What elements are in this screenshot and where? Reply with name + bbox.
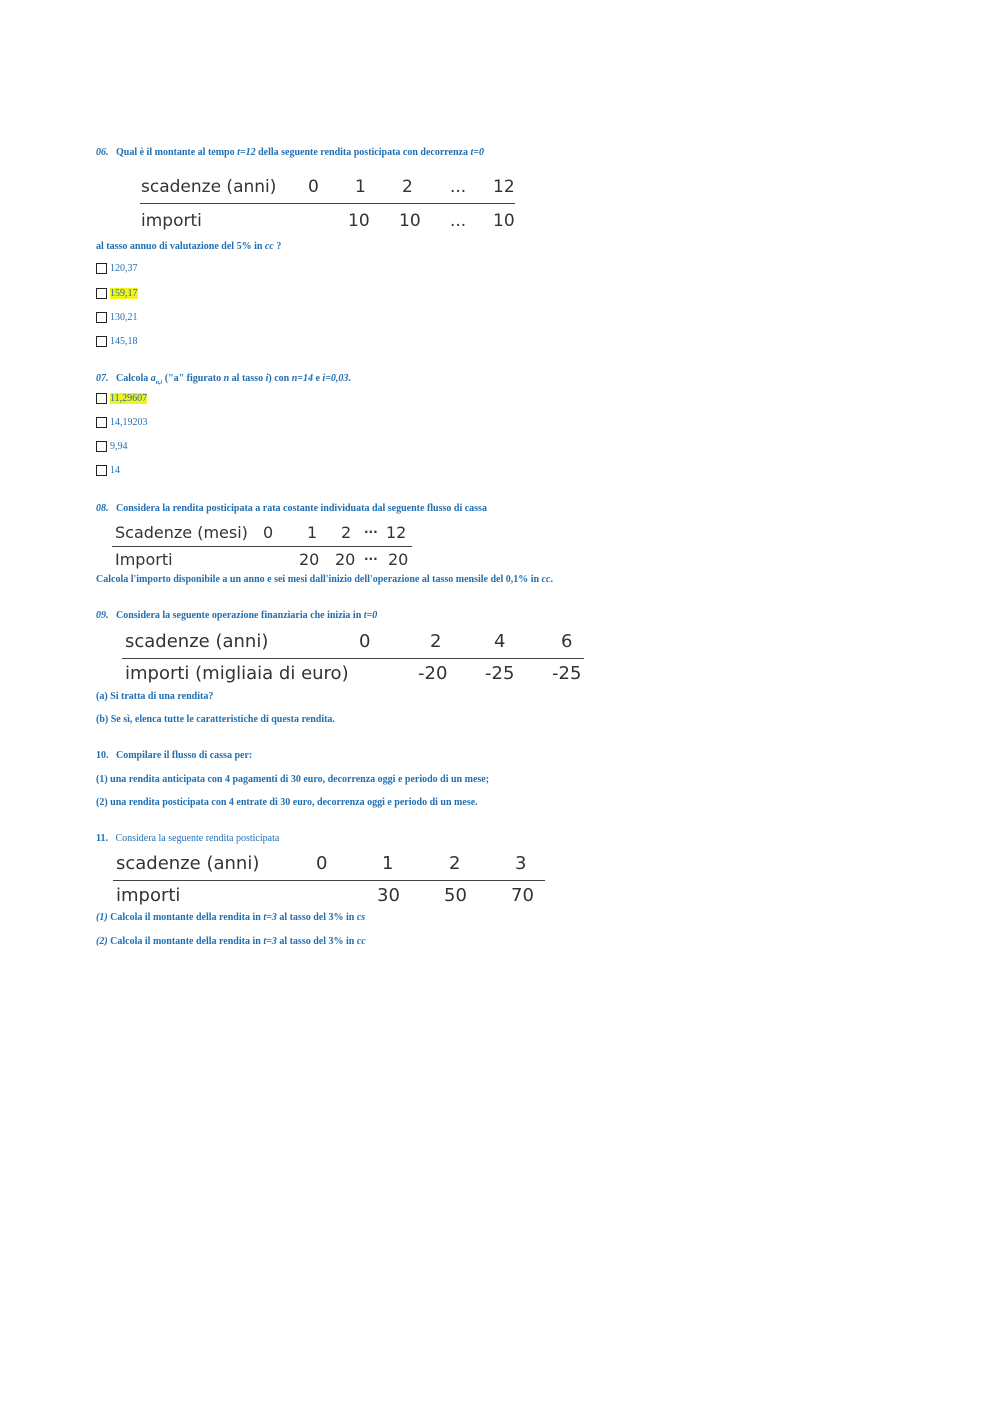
table-cell: ... bbox=[364, 549, 378, 563]
table-cell: 30 bbox=[377, 885, 400, 906]
table-rule bbox=[140, 203, 515, 204]
q07-option-3[interactable]: 9,94 bbox=[96, 441, 128, 452]
table-cell: importi (migliaia di euro) bbox=[125, 663, 349, 684]
table-cell: 3 bbox=[515, 853, 527, 874]
highlighted-answer: 11,29607 bbox=[110, 393, 148, 404]
q07-title: 07. Calcola $a_{n,i}$ ("a" figurato n al tasso i) con n=14 e i=0,03. bbox=[96, 373, 351, 386]
checkbox[interactable] bbox=[96, 393, 107, 404]
table-cell: importi bbox=[141, 211, 202, 231]
table-cell: -25 bbox=[552, 663, 582, 684]
q11-table bbox=[113, 853, 553, 913]
q06-title: 06. Qual è il montante al tempo t=12 della seguente rendita posticipata con decorrenza t=0 bbox=[96, 147, 484, 158]
table-cell: 20 bbox=[299, 550, 320, 569]
q06-tail: al tasso annuo di valutazione del 5% in cc ? bbox=[96, 241, 282, 252]
table-cell: ... bbox=[364, 522, 378, 536]
table-cell: scadenze (anni) bbox=[141, 177, 277, 197]
q09-title: 09. Considera la seguente operazione finanziaria che inizia in t=0 bbox=[96, 610, 378, 621]
table-cell: ... bbox=[450, 177, 467, 197]
q08-title: 08. Considera la rendita posticipata a rata costante individuata dal seguente flusso di cassa bbox=[96, 503, 487, 514]
table-cell: 6 bbox=[561, 631, 573, 652]
checkbox[interactable] bbox=[96, 312, 107, 323]
q06-option-1[interactable]: 120,37 bbox=[96, 263, 138, 274]
q09-table bbox=[122, 631, 592, 691]
table-cell: 12 bbox=[386, 523, 407, 542]
table-cell: 0 bbox=[316, 853, 328, 874]
q07-option-1[interactable] bbox=[96, 393, 147, 404]
table-cell: Scadenze (mesi) bbox=[115, 523, 248, 542]
highlighted-answer: 159,17 bbox=[110, 288, 138, 299]
table-cell: 0 bbox=[359, 631, 371, 652]
q10-title: 10. Compilare il flusso di cassa per: bbox=[96, 750, 253, 761]
table-cell: 10 bbox=[348, 211, 370, 231]
q06-option-3[interactable]: 130,21 bbox=[96, 312, 138, 323]
table-cell: -25 bbox=[485, 663, 515, 684]
q10-part-1: (1) una rendita anticipata con 4 pagamenti di 30 euro, decorrenza oggi e periodo di un mese; bbox=[96, 774, 490, 785]
q08-table bbox=[112, 522, 422, 572]
table-cell: scadenze (anni) bbox=[116, 853, 260, 874]
checkbox[interactable] bbox=[96, 263, 107, 274]
q09-part-a: (a) Si tratta di una rendita? bbox=[96, 691, 214, 702]
table-cell: 1 bbox=[382, 853, 394, 874]
table-cell: -20 bbox=[418, 663, 448, 684]
table-cell: 70 bbox=[511, 885, 534, 906]
checkbox[interactable] bbox=[96, 417, 107, 428]
table-cell: 12 bbox=[493, 177, 515, 197]
table-cell: 0 bbox=[308, 177, 319, 197]
table-cell: 2 bbox=[449, 853, 461, 874]
q06-option-4[interactable]: 145,18 bbox=[96, 336, 138, 347]
table-cell: Importi bbox=[115, 550, 173, 569]
table-rule bbox=[122, 658, 584, 659]
checkbox[interactable] bbox=[96, 336, 107, 347]
table-cell: ... bbox=[450, 211, 467, 231]
table-cell: 2 bbox=[430, 631, 442, 652]
table-cell: 1 bbox=[355, 177, 366, 197]
table-cell: 10 bbox=[399, 211, 421, 231]
table-cell: 2 bbox=[341, 523, 352, 542]
table-cell: 20 bbox=[335, 550, 356, 569]
table-cell: 0 bbox=[263, 523, 274, 542]
table-cell: importi bbox=[116, 885, 181, 906]
q11-part-2: (2) Calcola il montante della rendita in t=3 al tasso del 3% in cc bbox=[96, 936, 366, 947]
q10-part-2: (2) una rendita posticipata con 4 entrate di 30 euro, decorrenza oggi e periodo di un mese. bbox=[96, 797, 478, 808]
q11-title: 11. Considera la seguente rendita posticipata bbox=[96, 833, 280, 844]
table-rule bbox=[113, 880, 545, 881]
checkbox[interactable] bbox=[96, 288, 107, 299]
q06-option-2[interactable] bbox=[96, 288, 138, 299]
q08-tail: Calcola l'importo disponibile a un anno e sei mesi dall'inizio dell'operazione al tasso mensile del 0,1% in cc. bbox=[96, 574, 553, 585]
q09-part-b: (b) Se sì, elenca tutte le caratteristiche di questa rendita. bbox=[96, 714, 335, 725]
table-cell: 1 bbox=[307, 523, 318, 542]
table-cell: 50 bbox=[444, 885, 467, 906]
table-cell: 10 bbox=[493, 211, 515, 231]
q11-part-1: (1) Calcola il montante della rendita in t=3 al tasso del 3% in cs bbox=[96, 912, 366, 923]
checkbox[interactable] bbox=[96, 465, 107, 476]
table-cell: 4 bbox=[494, 631, 506, 652]
q07-option-2[interactable]: 14,19203 bbox=[96, 417, 148, 428]
checkbox[interactable] bbox=[96, 441, 107, 452]
table-rule bbox=[112, 546, 412, 547]
q06-table bbox=[140, 176, 520, 236]
table-cell: scadenze (anni) bbox=[125, 631, 269, 652]
table-cell: 20 bbox=[388, 550, 409, 569]
q07-option-4[interactable]: 14 bbox=[96, 465, 120, 476]
table-cell: 2 bbox=[402, 177, 413, 197]
